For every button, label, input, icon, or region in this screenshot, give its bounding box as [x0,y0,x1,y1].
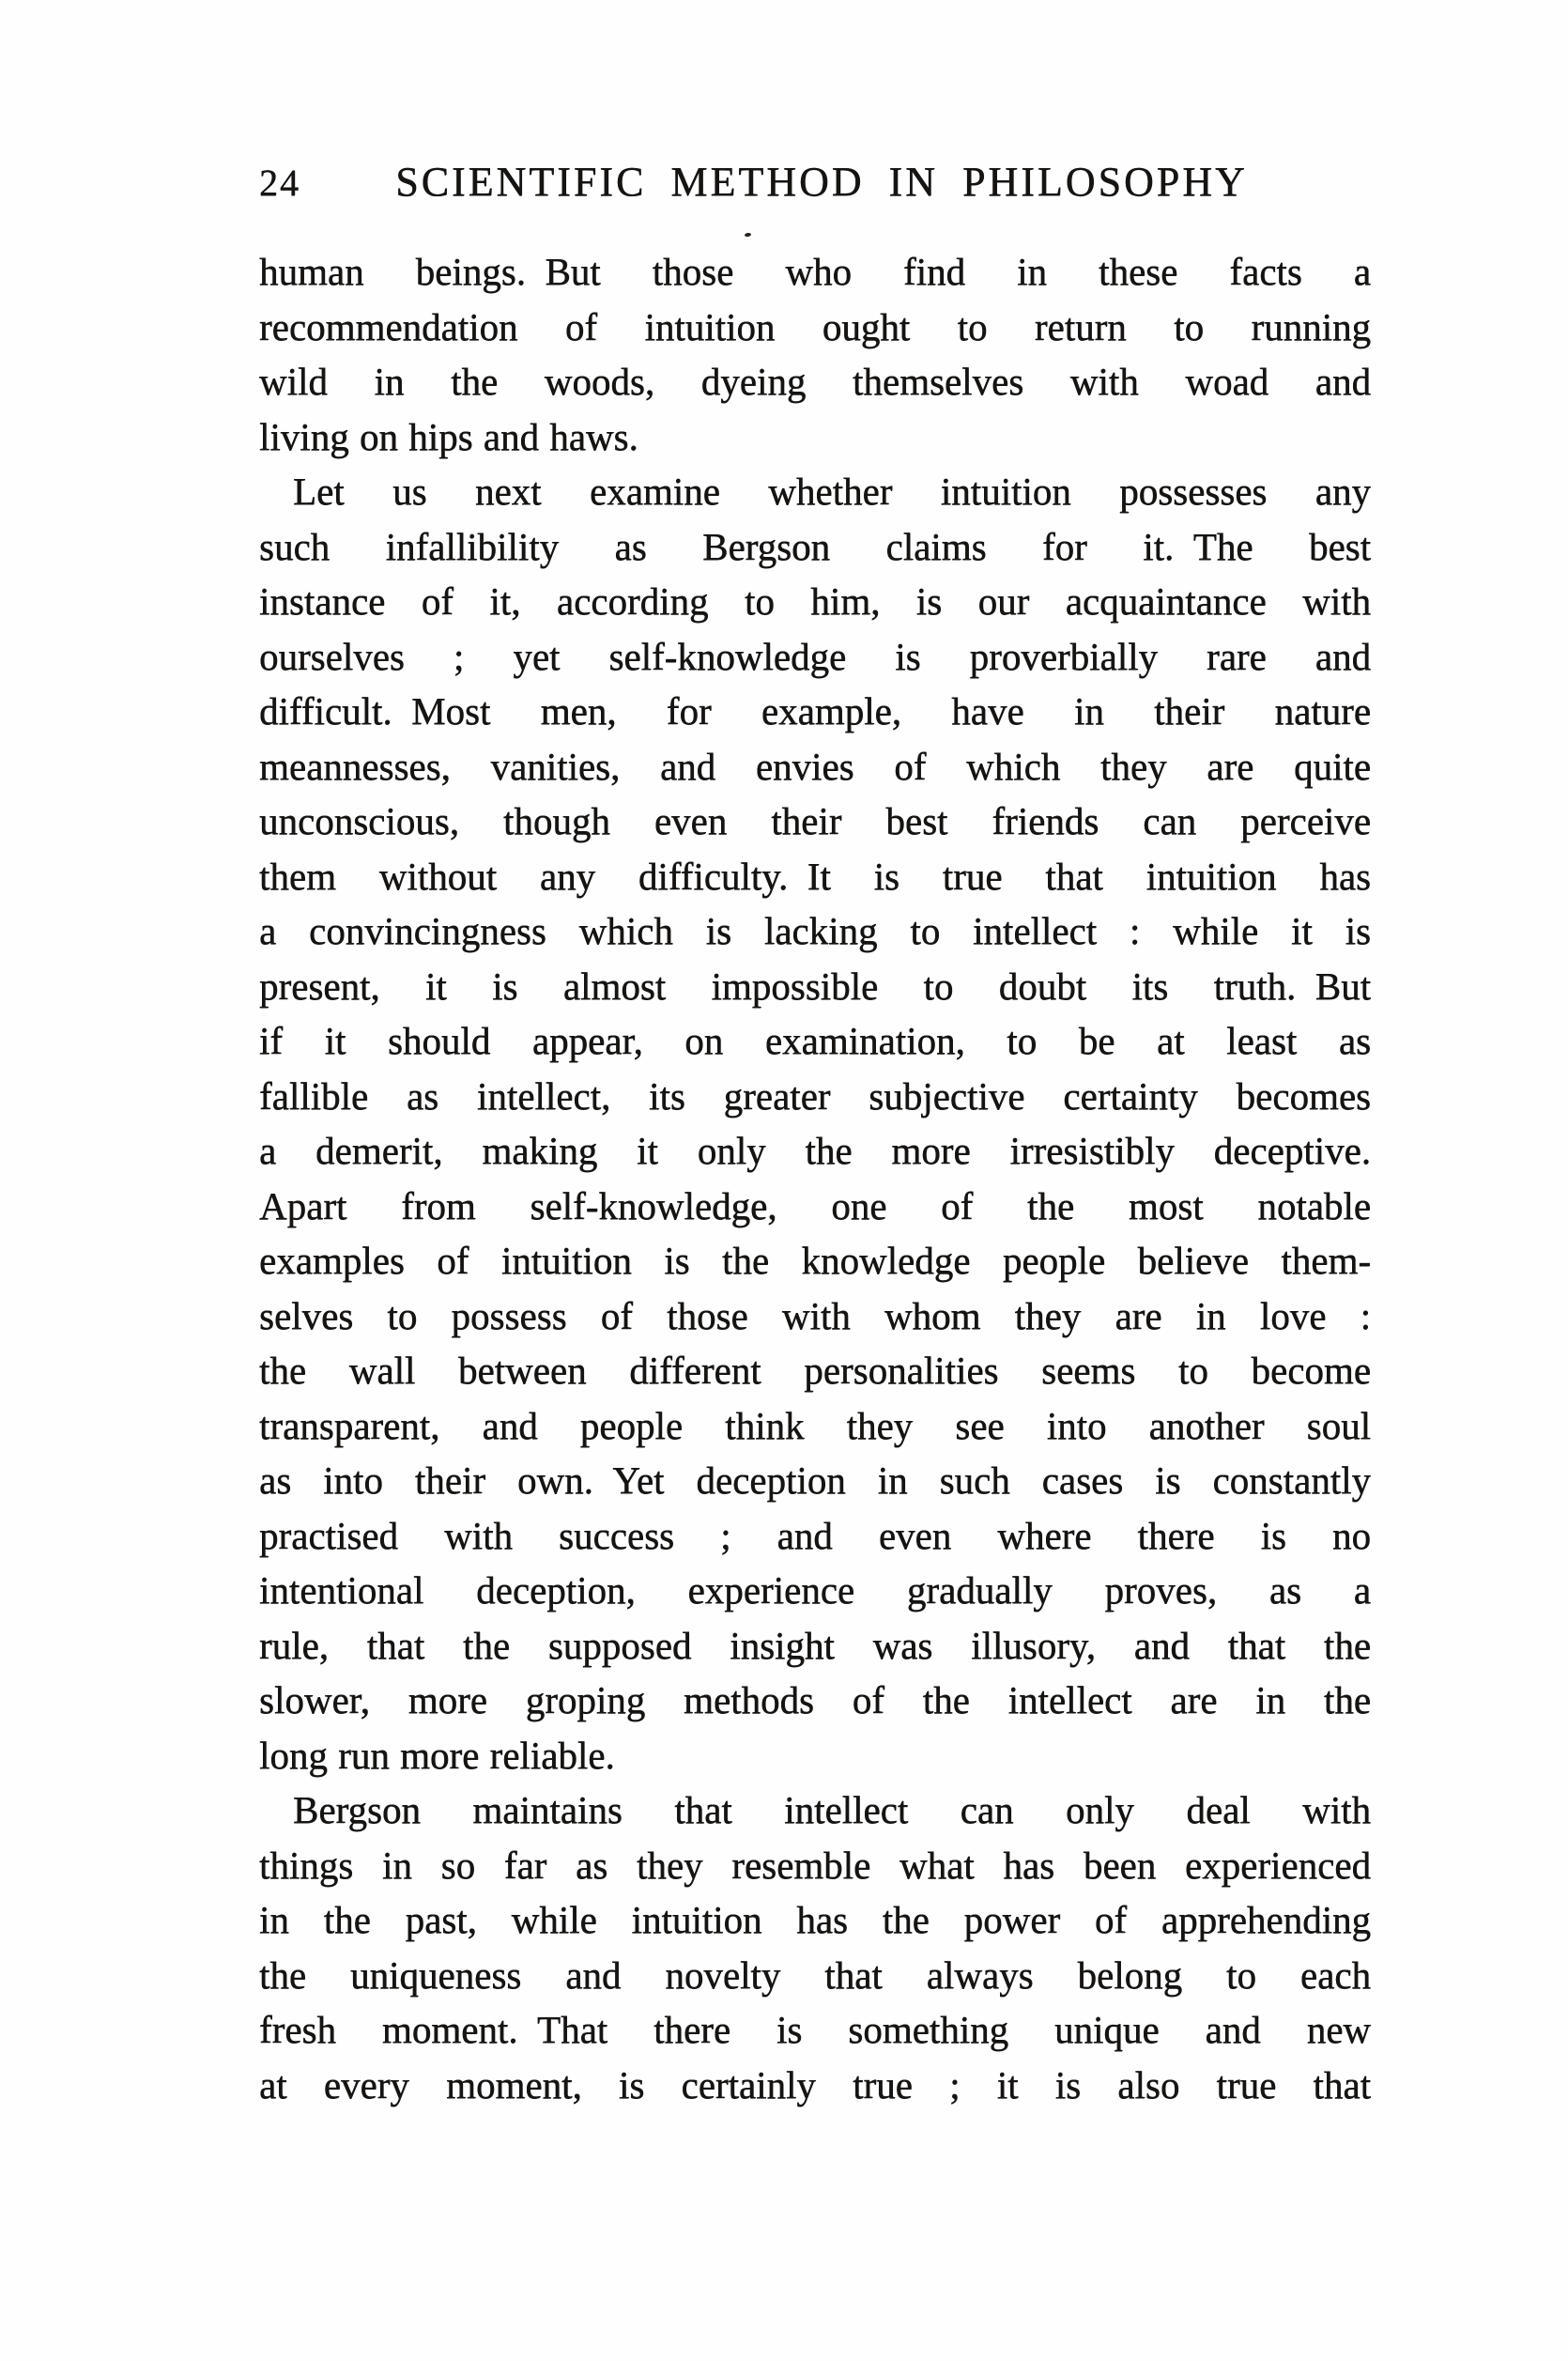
text-line: unconscious, though even their best friends can perceive [259,799,1371,842]
text-line: meannesses, vanities, and envies of which they are quite [259,744,1371,788]
text-line: ourselves ; yet self-knowledge is proverbially rare and [259,634,1371,678]
text-line: as into their own. Yet deception in such cases is constantly [259,1458,1371,1502]
text-line: practised with success ; and even where there is no [259,1513,1371,1557]
text-line: transparent, and people think they see into another soul [259,1403,1371,1447]
text-line: recommendation of intuition ought to return to running [259,304,1371,348]
text-line: a convincingness which is lacking to intellect : while it is [259,909,1371,952]
text-line: instance of it, according to him, is our acquaintance with [259,579,1371,623]
page-header [259,160,1371,206]
text-line: them without any difficulty. It is true that intuition has [259,854,1371,898]
text-line: Bergson maintains that intellect can only deal with [293,1788,1371,1831]
text-line: fallible as intellect, its greater subjective certainty becomes [259,1073,1371,1118]
ink-speck [745,233,751,238]
text-line: intentional deception, experience gradually proves, as a [259,1568,1371,1612]
text-line: things in so far as they resemble what has been experienced [259,1843,1371,1887]
body-text [259,244,1371,2112]
text-line: Apart from self-knowledge, one of the most notable [259,1183,1371,1227]
text-line: the uniqueness and novelty that always belong to each [259,1952,1371,1997]
text-line: at every moment, is certainly true ; it is also true that [259,2062,1371,2106]
text-line: present, it is almost impossible to doubt its truth. But [259,964,1371,1008]
text-line: examples of intuition is the knowledge people believe them- [259,1239,1371,1282]
page-number: 24 [259,162,300,204]
text-line: fresh moment. That there is something unique and new [259,2008,1371,2051]
text-line: in the past, while intuition has the power of apprehending [259,1898,1371,1941]
text-line: slower, more groping methods of the intellect are in the [259,1678,1371,1721]
text-line: Let us next examine whether intuition possesses any [293,470,1371,513]
text-line: a demerit, making it only the more irresistibly deceptive. [259,1129,1371,1172]
running-title: SCIENTIFIC METHOD IN PHILOSOPHY [395,159,1248,205]
text-line: selves to possess of those with whom they are in love : [259,1293,1371,1337]
text-line: rule, that the supposed insight was illusory, and that the [259,1623,1371,1667]
text-line: the wall between different personalities seems to become [259,1349,1371,1392]
text-line: such infallibility as Bergson claims for it. The best [259,524,1371,568]
text-line: if it should appear, on examination, to be at least as [259,1019,1371,1062]
text-line: long run more reliable. [259,1733,615,1777]
text-line: difficult. Most men, for example, have in their nature [259,689,1371,733]
text-line: wild in the woods, dyeing themselves with woad and [259,360,1371,403]
text-line: living on hips and haws. [259,414,638,458]
text-line: human beings. But those who find in these facts a [259,250,1371,293]
